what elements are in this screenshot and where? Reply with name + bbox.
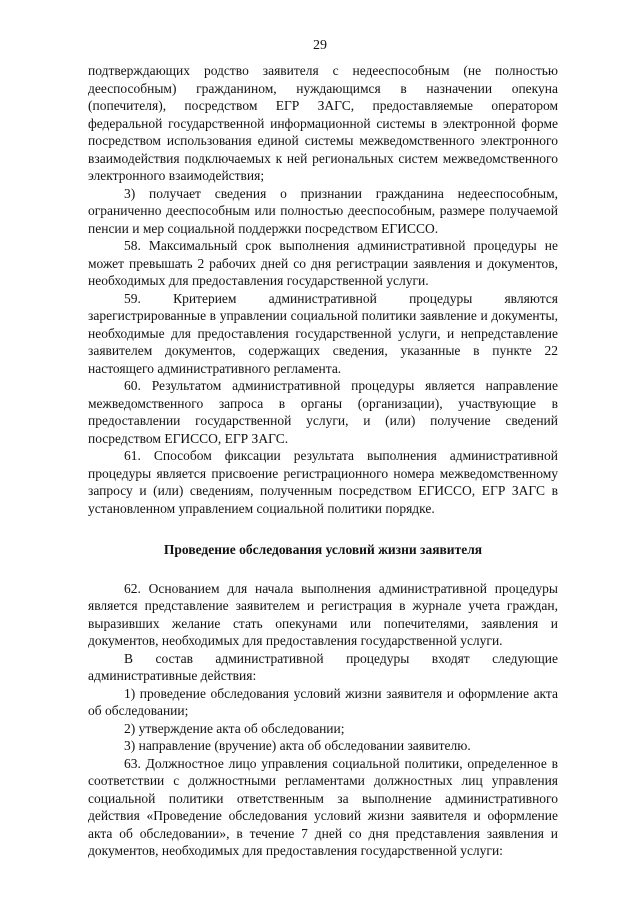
text-block-procedure-requests: [88, 62, 558, 517]
paragraph: 59. Критерием административной процедуры являются зарегистрированные в управлении социальной политики заявление и документы, необходимые для предоставления государственной услуги, и непредставление заявителем документов, содержащих сведения, указанные в пункте 22 настоящего административного регламента.: [88, 290, 558, 376]
paragraph: В состав административной процедуры входят следующие административные действия:: [88, 650, 558, 683]
paragraph: подтверждающих родство заявителя с недееспособным (не полностью дееспособным) гражданином, нуждающимся в назначении опекуна (попечителя), посредством ЕГР ЗАГС, предоставляемые оператором федеральной государственной информационной системы в электронной форме посредством использования единой системы межведомственного электронного взаимодействия подключаемых к ней региональных систем межведомственного электронного взаимодействия;: [88, 63, 558, 183]
paragraph: 61. Способом фиксации результата выполнения административной процедуры является присвоение регистрационного номера межведомственному запросу и (или) сведениям, полученным посредством ЕГИССО, ЕГР ЗАГС в установленном управлением социальной политики порядке.: [88, 448, 558, 516]
paragraph: 60. Результатом административной процедуры является направление межведомственного запроса в органы (организации), участвующие в предоставлении государственной услуги, и (или) получение сведений посредством ЕГИССО, ЕГР ЗАГС.: [88, 378, 558, 446]
page-content: [88, 62, 558, 860]
section-heading: Проведение обследования условий жизни заявителя: [163, 542, 483, 557]
paragraph: 3) получает сведения о признании гражданина недееспособным, ограниченно дееспособным или полностью дееспособным, размере получаемой пенсии и мер социальной поддержки посредством ЕГИССО.: [88, 185, 558, 236]
paragraph: 3) направление (вручение) акта об обследовании заявителю.: [124, 738, 471, 753]
paragraph: 63. Должностное лицо управления социальной политики, определенное в соответствии с должностными регламентами должностных лиц управления социальной политики ответственным за выполнение административного действия «Проведение обследования условий жизни заявителя и оформление акта об обследовании», в течение 7 дней со дня представления заявления и документов, необходимых для предоставления государственной услуги:: [88, 755, 558, 858]
paragraph: 1) проведение обследования условий жизни заявителя и оформление акта об обследовании;: [88, 685, 558, 718]
paragraph: 2) утверждение акта об обследовании;: [124, 720, 345, 736]
text-block-living-conditions: [88, 580, 558, 860]
page-number: 29: [313, 38, 327, 53]
paragraph: 62. Основанием для начала выполнения административной процедуры является представление заявителем и регистрация в журнале учета граждан, выразивших желание стать опекунами или попечителями, заявления и документов, необходимых для предоставления государственной услуги.: [88, 580, 558, 648]
paragraph: 58. Максимальный срок выполнения административной процедуры не может превышать 2 рабочих дней со дня регистрации заявления и документов, необходимых для предоставления государственной услуги.: [88, 238, 558, 288]
